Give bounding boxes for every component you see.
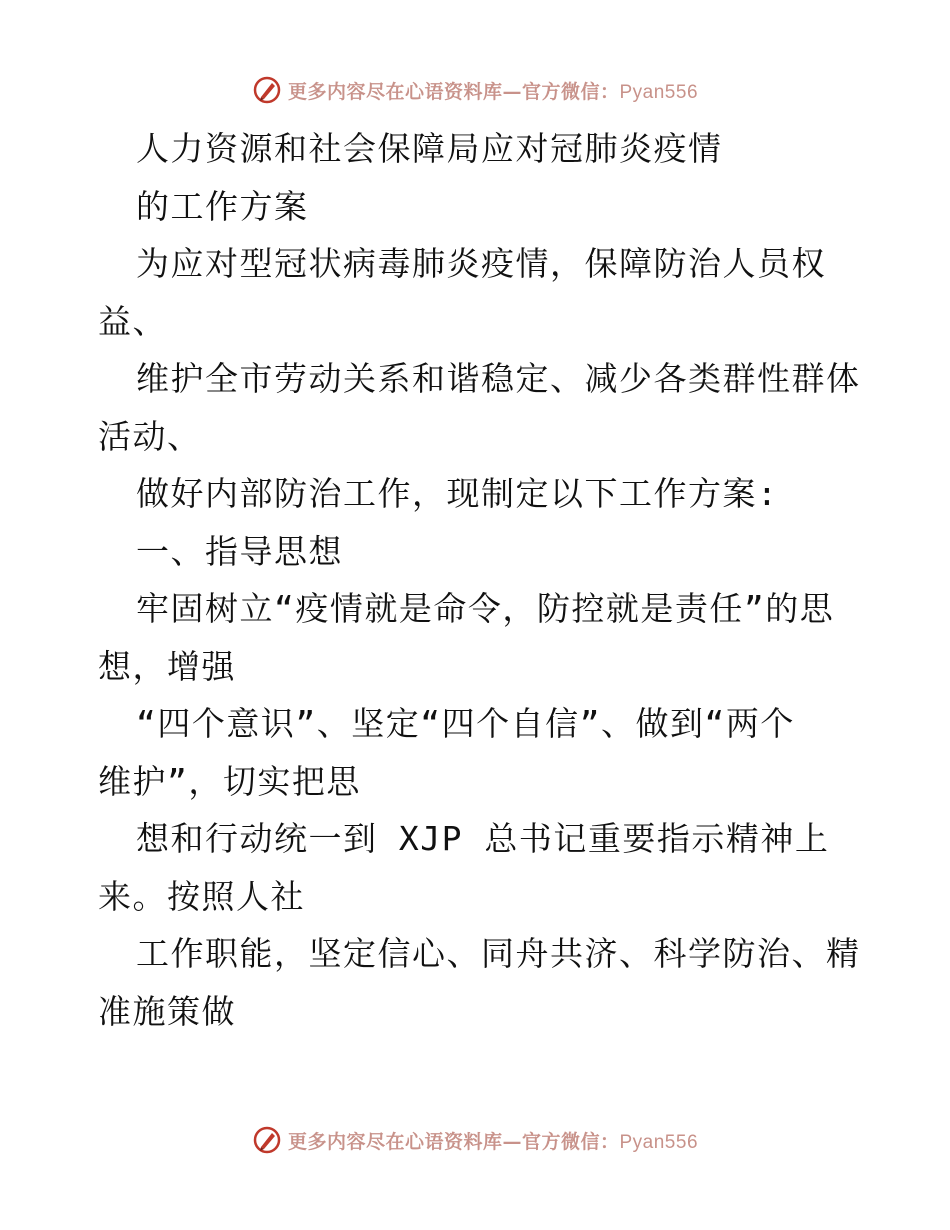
text-line: 一、指导思想	[136, 531, 343, 571]
text-line: 牢固树立“疫情就是命令，防控就是责任”的思	[136, 589, 835, 628]
pen-logo-icon	[252, 75, 282, 105]
watermark-text: 更多内容尽在心语资料库—官方微信：Pyan556	[287, 80, 699, 103]
watermark-text: 更多内容尽在心语资料库—官方微信：Pyan556	[287, 1130, 699, 1153]
document-body	[98, 120, 861, 1040]
text-line: 的工作方案	[136, 186, 309, 226]
text-line: 活动、	[98, 416, 202, 456]
text-line: 做好内部防治工作，现制定以下工作方案:	[136, 474, 779, 513]
text-line: 想，增强	[98, 646, 236, 686]
header-watermark	[0, 72, 950, 108]
text-line: 准施策做	[98, 991, 236, 1031]
text-line: 工作职能，坚定信心、同舟共济、科学防治、精	[136, 934, 861, 973]
text-line: 人力资源和社会保障局应对冠肺炎疫情	[136, 129, 723, 168]
text-line: 益、	[98, 301, 167, 341]
footer-watermark	[0, 1122, 950, 1158]
text-line: 想和行动统一到 XJP 总书记重要指示精神上	[136, 819, 830, 858]
text-line: 为应对型冠状病毒肺炎疫情，保障防治人员权	[136, 244, 826, 283]
text-line: 来。按照人社	[98, 876, 305, 916]
text-line: “四个意识”、坚定“四个自信”、做到“两个	[136, 704, 795, 743]
pen-logo-icon	[252, 1125, 282, 1155]
text-line: 维护”，切实把思	[98, 761, 361, 801]
text-line: 维护全市劳动关系和谐稳定、减少各类群性群体	[136, 359, 861, 398]
